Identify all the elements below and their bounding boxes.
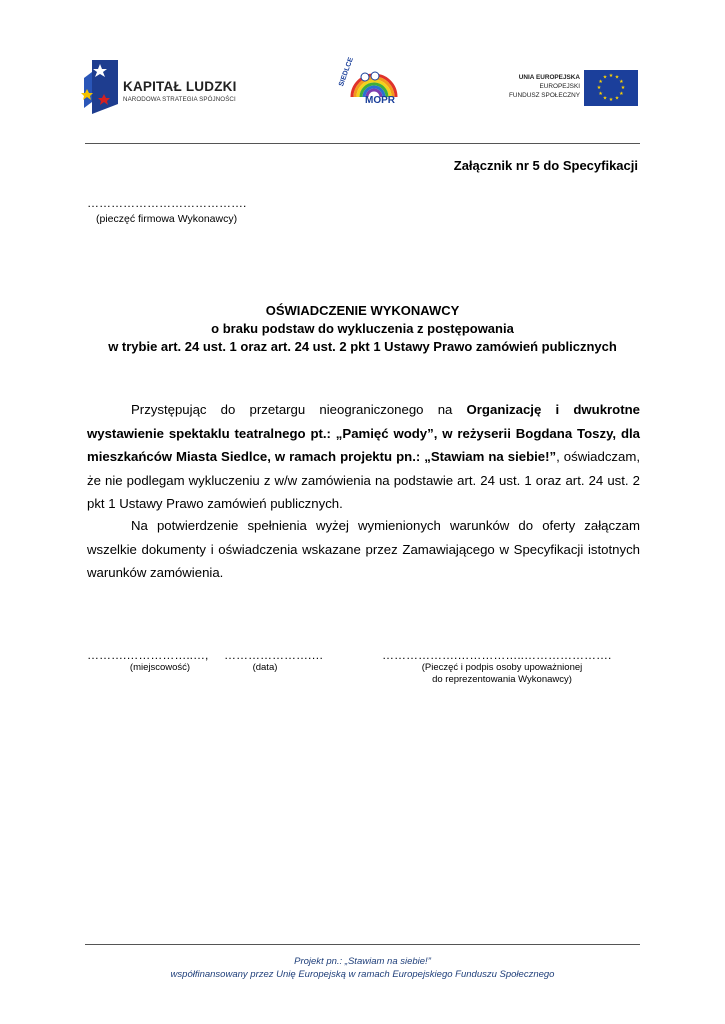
stamp-dots: ………………………………….	[87, 196, 247, 210]
svg-text:★: ★	[620, 85, 626, 91]
header-divider	[85, 143, 640, 144]
signature-label-1: (Pieczęć i podpis osoby upoważnionej	[421, 662, 583, 673]
signature-dots: ……………….……………..………………….	[382, 648, 612, 662]
footer-line-2: współfinansowany przez Unię Europejską w ramach Europejskiego Funduszu Społecznego	[170, 969, 555, 980]
eu-logo	[500, 70, 640, 108]
svg-text:★: ★	[619, 91, 624, 97]
svg-text:★: ★	[614, 95, 620, 102]
stamp-label: (pieczęć firmowa Wykonawcy)	[96, 213, 238, 225]
kapital-ludzki-emblem-icon	[78, 58, 120, 116]
svg-text:★: ★	[598, 91, 603, 97]
svg-text:★: ★	[602, 95, 608, 102]
mopr-logo	[338, 56, 402, 109]
svg-text:★: ★	[596, 85, 602, 91]
attachment-title: Załącznik nr 5 do Specyfikacji	[453, 158, 638, 173]
kapital-ludzki-subtitle: NARODOWA STRATEGIA SPÓJNOŚCI	[123, 96, 236, 103]
paragraph-1-bold: Organizację i dwukrotne wystawienie spektaklu teatralnego pt.: „Pamięć wody”, w reżyserii Bogdana Toszy, dla mieszkańców Miasta Siedlce, w ramach projektu pn.: „Stawiam na siebie!”	[87, 402, 640, 464]
footer-divider	[85, 944, 640, 945]
eu-flag-icon	[584, 70, 638, 106]
eu-stars-icon	[584, 70, 638, 106]
siedlce-text: SIEDLCE	[338, 56, 355, 88]
place-dots: ……….……………..…,	[87, 648, 209, 662]
signature-label-2: do reprezentowania Wykonawcy)	[432, 674, 572, 685]
kapital-ludzki-title: KAPITAŁ LUDZKI	[123, 79, 237, 94]
svg-text:★: ★	[598, 79, 603, 85]
paragraph-1-end: , oświadczam, że nie podlegam wykluczeniu z w/w zamówienia na podstawie art. 24 ust. 1 oraz art. 24 ust. 2 pkt 1 Ustawy Prawo zamówień publicznych.	[87, 449, 640, 511]
heading-line-1: OŚWIADCZENIE WYKONAWCY	[265, 303, 460, 318]
heading-line-2: o braku podstaw do wykluczenia z postępowania	[211, 321, 514, 336]
svg-text:★: ★	[614, 74, 620, 81]
eu-line-3: FUNDUSZ SPOŁECZNY	[508, 92, 580, 99]
mopr-text: MOPR	[365, 95, 395, 106]
footer-line-1: Projekt pn.: „Stawiam na siebie!”	[294, 956, 431, 967]
eu-line-2: EUROPEJSKI	[539, 83, 580, 90]
svg-text:★: ★	[608, 73, 614, 79]
declaration-paragraph-1	[87, 398, 640, 516]
svg-text:★: ★	[619, 79, 624, 85]
declaration-paragraph-2	[87, 514, 640, 585]
svg-text:★: ★	[608, 97, 614, 103]
svg-text:★: ★	[602, 74, 608, 81]
date-label: (data)	[252, 662, 278, 673]
date-dots: ………………….…	[224, 648, 324, 662]
eu-line-1: UNIA EUROPEJSKA	[518, 74, 580, 81]
heading-line-3: w trybie art. 24 ust. 1 oraz art. 24 ust. 2 pkt 1 Ustawy Prawo zamówień publicznych	[108, 339, 617, 354]
place-label: (miejscowość)	[129, 662, 191, 673]
paragraph-1-start: Przystępując do przetargu nieograniczonego na	[131, 402, 467, 417]
kapital-ludzki-logo	[78, 58, 248, 116]
paragraph-2-text: Na potwierdzenie spełnienia wyżej wymienionych warunków do oferty załączam wszelkie dokumenty i oświadczenia wskazane przez Zamawiającego w Specyfikacji istotnych warunków zamówienia.	[87, 518, 640, 580]
